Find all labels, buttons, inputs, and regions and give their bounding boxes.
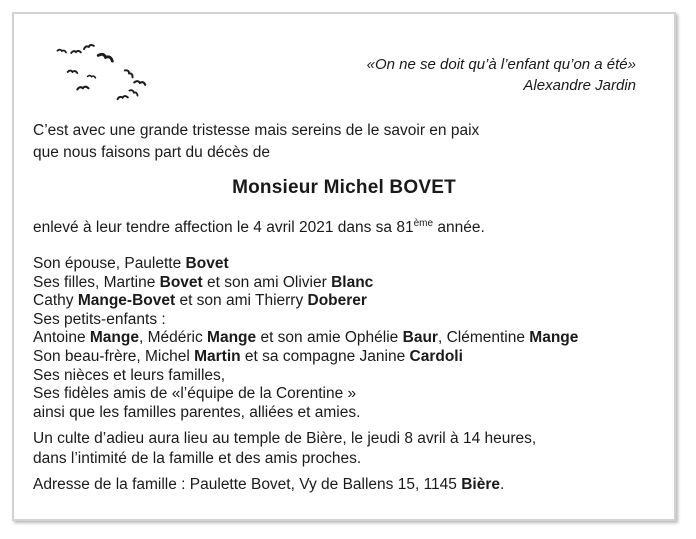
- family-name-bold: Mange: [207, 329, 257, 347]
- text-segment: et son amie Ophélie: [256, 329, 403, 347]
- family-line: [33, 367, 578, 386]
- intro-paragraph: [33, 120, 479, 164]
- ordinal-superscript: ème: [413, 218, 434, 229]
- intro-line: que nous faisons part du décès de: [33, 144, 270, 161]
- text-segment: .: [500, 476, 505, 493]
- text-segment: , Médéric: [138, 329, 208, 347]
- passing-line: [33, 218, 485, 237]
- family-line: [33, 329, 578, 348]
- ceremony-line: dans l’intimité de la famille et des amis proches.: [33, 449, 362, 467]
- family-line: [33, 348, 578, 367]
- ceremony-line: Un culte d’adieu aura lieu au temple de Bière, le jeudi 8 avril à 14 heures,: [33, 430, 537, 447]
- text-segment: ainsi que les familles parentes, alliées et amies.: [33, 403, 361, 421]
- announcement-frame: [12, 12, 676, 521]
- family-line: [33, 311, 578, 330]
- text-segment: Son beau-frère, Michel: [33, 347, 195, 365]
- family-name-bold: Doberer: [307, 292, 367, 310]
- family-name-bold: Bière: [461, 476, 501, 493]
- text-segment: Adresse de la famille : Paulette Bovet, Vy de Ballens 15, 1145: [33, 476, 462, 493]
- birds-flock-icon: [50, 38, 160, 118]
- family-name-bold: Blanc: [331, 273, 374, 291]
- family-name-bold: Mange: [529, 329, 579, 347]
- family-line: [33, 385, 578, 404]
- text-segment: Ses fidèles amis de «l’équipe de la Corentine »: [33, 385, 357, 403]
- text-segment: Cathy: [33, 292, 78, 310]
- text-segment: Ses nièces et leurs familles,: [33, 366, 226, 384]
- family-name-bold: Mange: [89, 329, 139, 347]
- family-line: [33, 292, 578, 311]
- family-line: [33, 404, 578, 423]
- text-segment: et son ami Thierry: [175, 292, 308, 310]
- text-segment: et son ami Olivier: [202, 273, 332, 291]
- family-name-bold: Martin: [194, 347, 241, 365]
- text-segment: Son épouse, Paulette: [33, 255, 186, 272]
- intro-line: C’est avec une grande tristesse mais sereins de le savoir en paix: [33, 122, 480, 139]
- family-list: [33, 255, 578, 422]
- ceremony-paragraph: [33, 429, 536, 468]
- passing-text: enlevé à leur tendre affection le 4 avril 2021 dans sa 81: [33, 219, 414, 237]
- family-address-line: [33, 476, 504, 494]
- family-line: [33, 274, 578, 293]
- text-segment: Ses petits-enfants :: [33, 310, 166, 328]
- quote-block: [367, 54, 636, 96]
- text-segment: et sa compagne Janine: [240, 347, 410, 365]
- text-segment: , Clémentine: [437, 329, 530, 347]
- family-name-bold: Cardoli: [409, 347, 463, 365]
- family-name-bold: Mange-Bovet: [77, 292, 176, 310]
- deceased-name-title: Monsieur Michel BOVET: [232, 177, 456, 198]
- quote-author: Alexandre Jardin: [523, 77, 636, 94]
- family-name-bold: Bovet: [185, 255, 229, 272]
- family-name-bold: Baur: [402, 329, 438, 347]
- quote-text: «On ne se doit qu’à l’enfant qu’on a été»: [366, 56, 636, 73]
- text-segment: Antoine: [33, 329, 90, 347]
- family-line: [33, 255, 578, 274]
- text-segment: Ses filles, Martine: [33, 273, 160, 291]
- family-name-bold: Bovet: [159, 273, 203, 291]
- passing-text-end: année.: [433, 219, 485, 237]
